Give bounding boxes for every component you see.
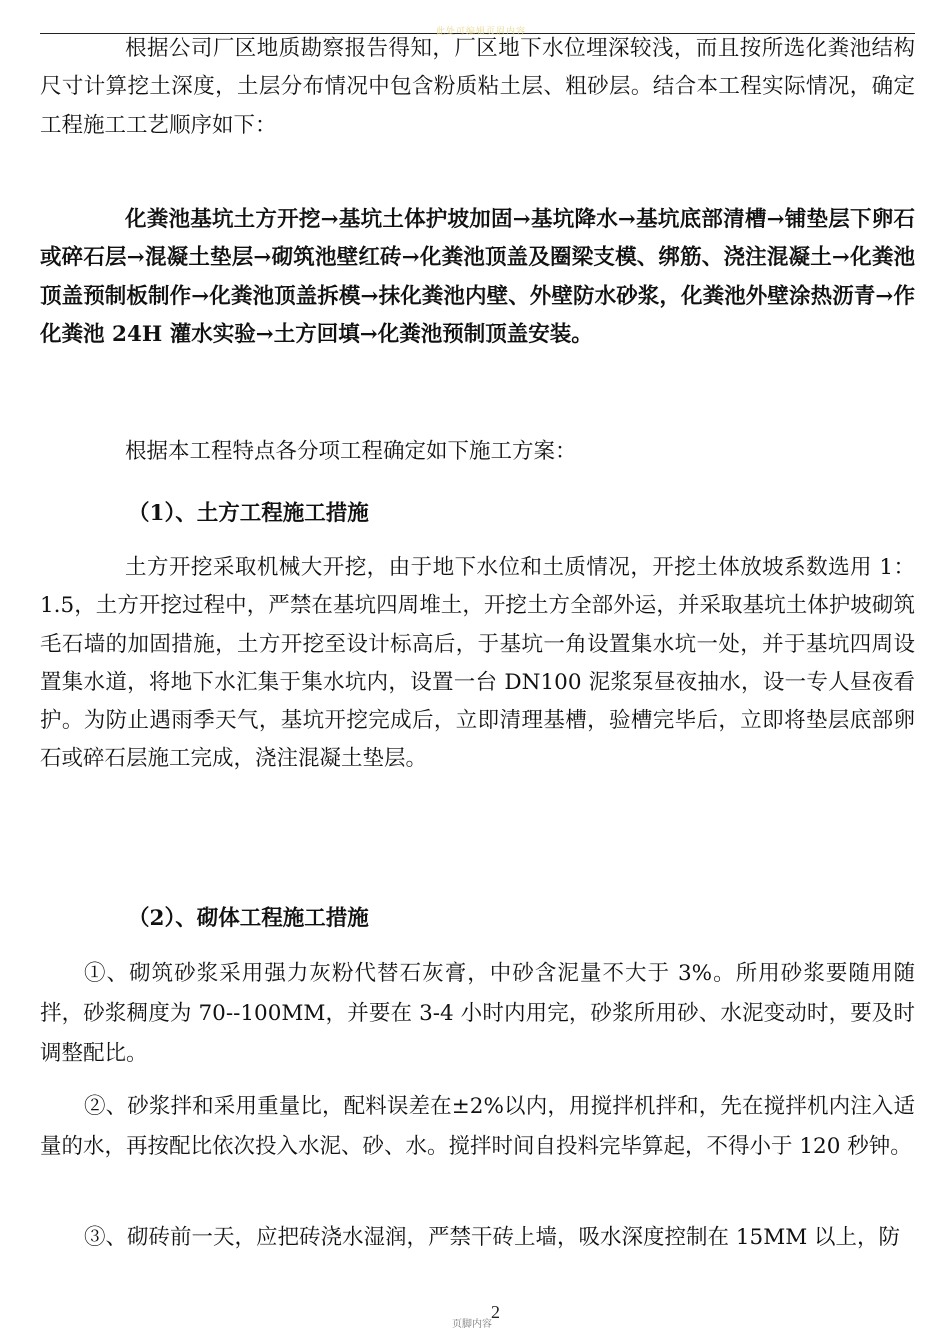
section2-heading: （2）、砌体工程施工措施: [128, 906, 369, 931]
footer-label: 页脚内容: [452, 1319, 492, 1330]
header-watermark: 此处可编辑页眉内容: [436, 27, 527, 37]
section1-paragraph: 土方开挖采取机械大开挖，由于地下水位和土质情况，开挖土体放坡系数选用 1：1.5，土方开挖过程中，严禁在基坑四周堆土，开挖土方全部外运，并采取基坑土体护坡砌筑毛石墙的加固措施，土方开挖至设计标高后，于基坑一角设置集水坑一处，并于基坑四周设置集水道，将地下水汇集于集水坑内，设置一台 DN100 泥浆泵昼夜抽水，设一专人昼夜看护。为防止遇雨季天气，基坑开挖完成后，立即清理基槽，验槽完毕后，立即将垫层底部卵石或碎石层施工完成，浇注混凝土垫层。: [40, 555, 915, 772]
section2-item-3: ③、砌砖前一天，应把砖浇水湿润，严禁干砖上墙，吸水深度控制在 15MM 以上，防: [84, 1225, 901, 1250]
section2-item-2: ②、砂浆拌和采用重量比，配料误差在±2%以内，用搅拌机拌和，先在搅拌机内注入适量的水，再按配比依次投入水泥、砂、水。搅拌时间自投料完毕算起，不得小于 120 秒钟。: [40, 1094, 915, 1159]
section1-heading: （1）、土方工程施工措施: [128, 501, 369, 526]
page-footer: [452, 1312, 492, 1331]
page-number: 2: [491, 1302, 500, 1322]
intro-paragraph: 根据公司厂区地质勘察报告得知，厂区地下水位埋深较浅，而且按所选化粪池结构尺寸计算挖土深度，土层分布情况中包含粉质粘土层、粗砂层。结合本工程实际情况，确定工程施工工艺顺序如下：: [40, 36, 915, 138]
process-sequence-paragraph: 化粪池基坑土方开挖→基坑土体护坡加固→基坑降水→基坑底部清槽→铺垫层下卵石或碎石层→混凝土垫层→砌筑池壁红砖→化粪池顶盖及圈梁支模、绑筋、浇注混凝土→化粪池顶盖预制板制作→化粪池顶盖拆模→抹化粪池内壁、外壁防水砂浆，化粪池外壁涂热沥青→作化粪池 24H 灌水实验→土方回填→化粪池预制顶盖安装。: [40, 207, 915, 347]
scheme-intro-paragraph: 根据本工程特点各分项工程确定如下施工方案：: [125, 439, 577, 464]
section2-item-1: ①、砌筑砂浆采用强力灰粉代替石灰膏，中砂含泥量不大于 3%。所用砂浆要随用随拌，砂浆稠度为 70--100MM，并要在 3-4 小时内用完，砂浆所用砂、水泥变动时，要及时调整配比。: [40, 961, 915, 1066]
